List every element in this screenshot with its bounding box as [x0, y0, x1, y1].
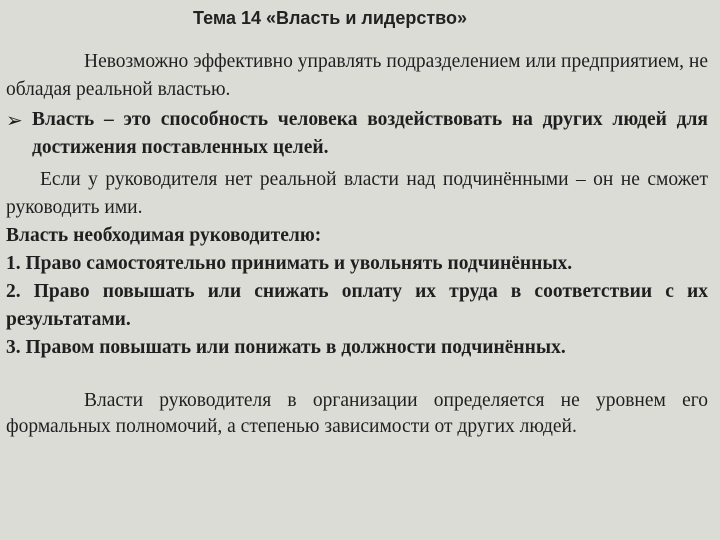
list-item-3: 3. Правом повышать или понижать в должности подчинённых.: [6, 337, 566, 358]
arrow-bullet-icon: ➢: [6, 108, 23, 132]
conclusion-paragraph: Власти руководителя в организации определяется не уровнем его формальных полномочий, а степенью зависимости от других людей.: [6, 390, 708, 437]
slide-body: [6, 48, 708, 440]
slide-title: Тема 14 «Власть и лидерство»: [193, 8, 467, 28]
list-item-1: 1. Право самостоятельно принимать и увольнять подчинённых.: [6, 253, 573, 274]
intro-paragraph: Невозможно эффективно управлять подразделением или предприятием, не обладая реальной властью.: [6, 51, 708, 100]
list-heading: Власть необходимая руководителю:: [6, 225, 322, 246]
definition-text: Власть – это способность человека воздействовать на других людей для достижения поставленных целей.: [32, 109, 708, 158]
spacer: [6, 362, 708, 388]
consequence-paragraph: Если у руководителя нет реальной власти над подчинёнными – он не сможет руководить ими.: [6, 169, 708, 218]
list-item-2: 2. Право повышать или снижать оплату их труда в соответствии с их результатами.: [6, 281, 708, 330]
definition-bullet: [6, 106, 708, 162]
